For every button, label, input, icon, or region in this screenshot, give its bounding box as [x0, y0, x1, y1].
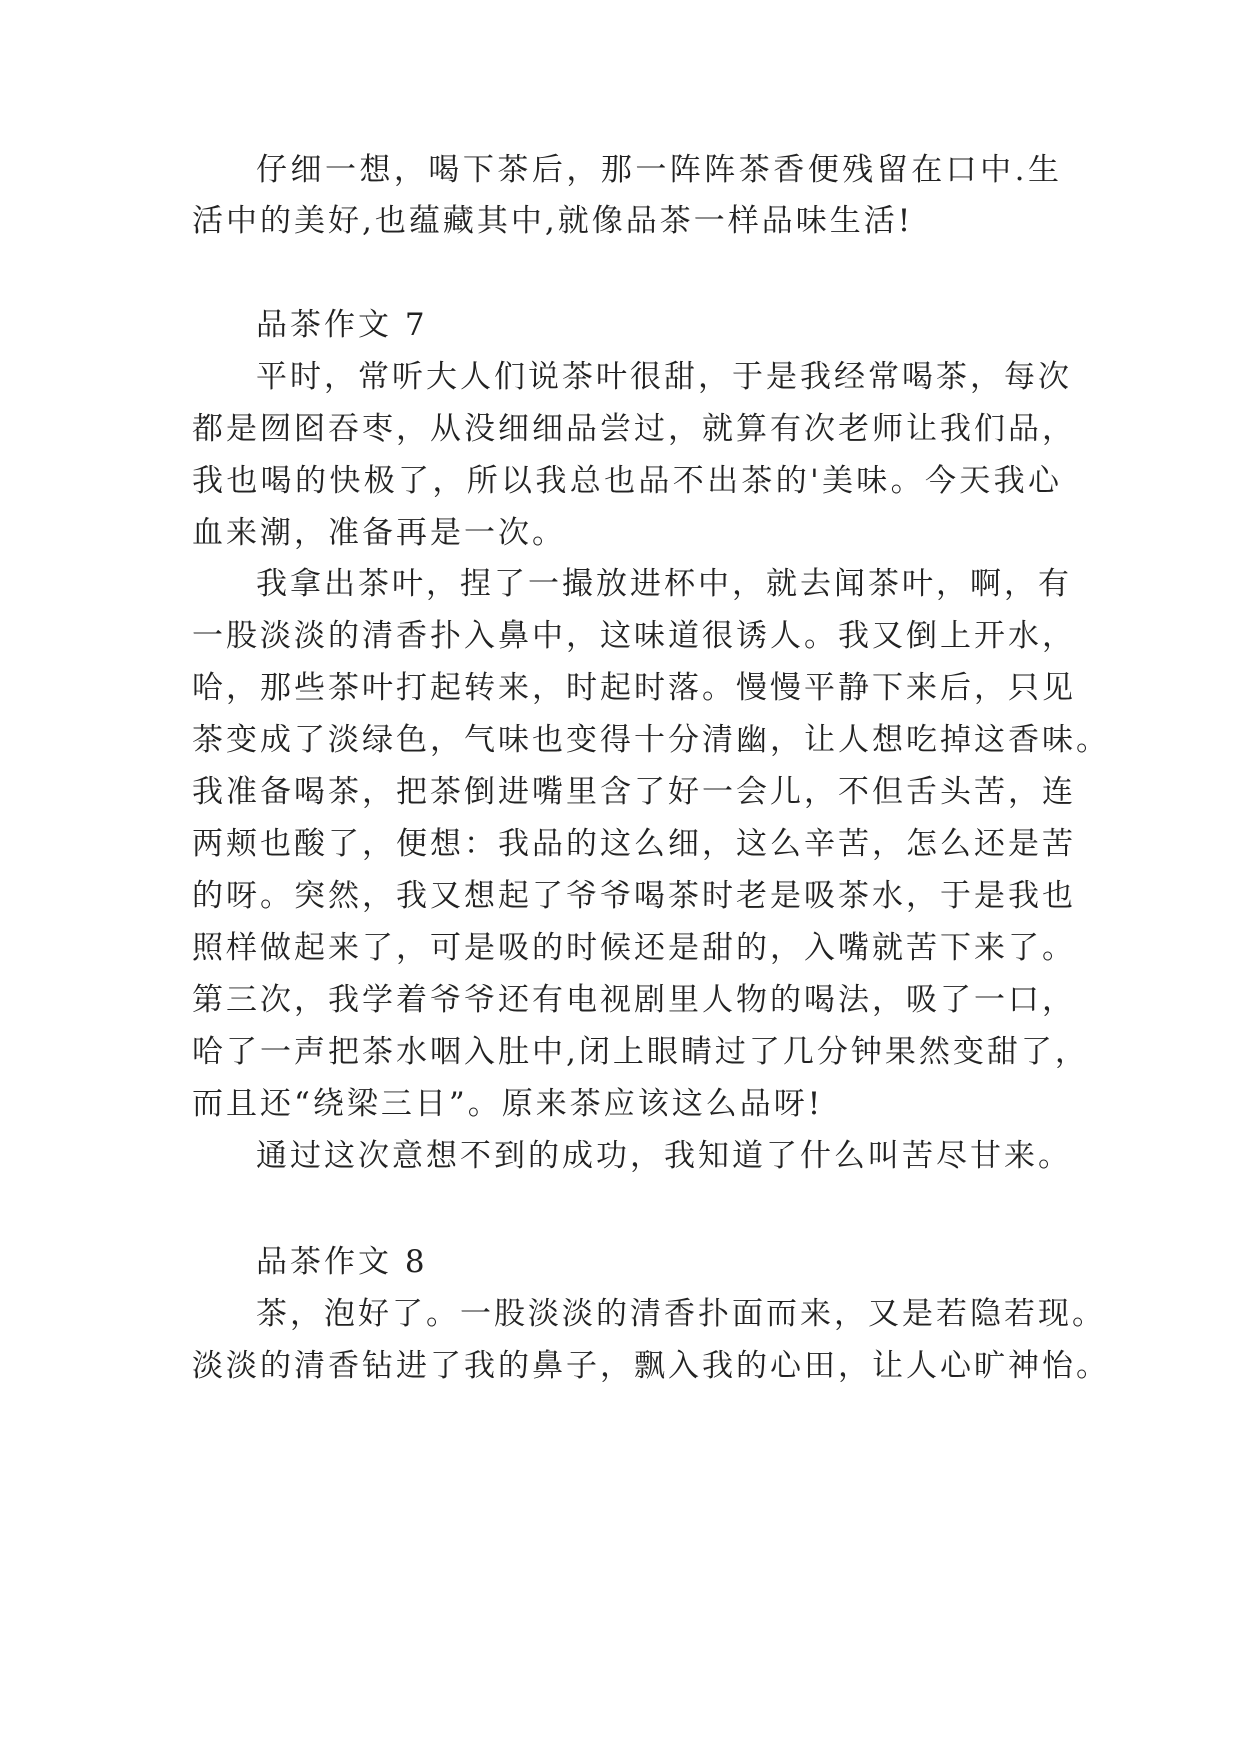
text-line: 仔细一想，喝下茶后，那一阵阵茶香便残留在口中.生: [256, 152, 1062, 188]
text-line: 都是囫囵吞枣，从没细细品尝过，就算有次老师让我们品，: [192, 411, 1076, 447]
text-line: 我拿出茶叶，捏了一撮放进杯中，就去闻茶叶，啊，有: [256, 566, 1072, 602]
text-line: 茶变成了淡绿色，气味也变得十分清幽，让人想吃掉这香味。: [192, 722, 1110, 758]
text-line: 我准备喝茶，把茶倒进嘴里含了好一会儿，不但舌头苦，连: [192, 774, 1076, 810]
text-line: 两颊也酸了，便想：我品的这么细，这么辛苦，怎么还是苦: [192, 826, 1076, 862]
text-line: 的呀。突然，我又想起了爷爷喝茶时老是吸茶水，于是我也: [192, 878, 1076, 914]
text-line: 活中的美好,也蕴藏其中,就像品茶一样品味生活!: [192, 203, 914, 239]
section-heading: 品茶作文 8: [256, 1244, 428, 1280]
text-line: 而且还“绕梁三日”。原来茶应该这么品呀!: [192, 1086, 824, 1122]
text-line: 哈，那些茶叶打起转来，时起时落。慢慢平静下来后，只见: [192, 670, 1076, 706]
text-line: 淡淡的清香钻进了我的鼻子，飘入我的心田，让人心旷神怡。: [192, 1348, 1110, 1384]
text-line: 血来潮，准备再是一次。: [192, 515, 566, 551]
section-heading: 品茶作文 7: [256, 307, 428, 343]
text-line: 茶，泡好了。一股淡淡的清香扑面而来，又是若隐若现。: [256, 1296, 1106, 1332]
text-line: 哈了一声把茶水咽入肚中,闭上眼睛过了几分钟果然变甜了，: [192, 1034, 1089, 1070]
text-line: 照样做起来了，可是吸的时候还是甜的，入嘴就苦下来了。: [192, 930, 1076, 966]
text-line: 平时，常听大人们说茶叶很甜，于是我经常喝茶，每次: [256, 359, 1072, 395]
text-line: 我也喝的快极了，所以我总也品不出茶的'美味。今天我心: [192, 463, 1062, 499]
text-line: 第三次，我学着爷爷还有电视剧里人物的喝法，吸了一口，: [192, 982, 1076, 1018]
text-line: 一股淡淡的清香扑入鼻中，这味道很诱人。我又倒上开水，: [192, 618, 1076, 654]
text-line: 通过这次意想不到的成功，我知道了什么叫苦尽甘来。: [256, 1138, 1072, 1174]
